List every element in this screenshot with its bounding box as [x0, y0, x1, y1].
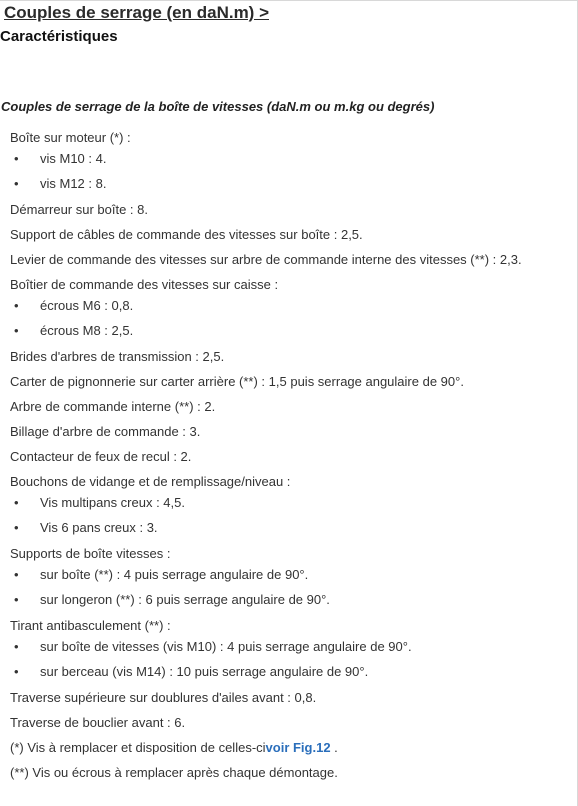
spec-control-housing-label: Boîtier de commande des vitesses sur caisse : [10, 277, 279, 292]
list-item [10, 519, 576, 536]
spec-control-housing-sublist [10, 297, 576, 339]
bullet-icon: • [14, 592, 19, 607]
spec-list [10, 129, 576, 789]
list-item-text: écrous M8 : 2,5. [40, 323, 134, 338]
spec-starter: Démarreur sur boîte : 8. [10, 202, 148, 217]
spec-gearbox-supports-sublist [10, 566, 576, 608]
bullet-icon: • [14, 298, 19, 313]
bullet-icon: • [14, 495, 19, 510]
list-item [10, 150, 576, 167]
list-item [10, 663, 576, 680]
bullet-icon: • [14, 664, 19, 679]
spec-anti-tilt-rod-label: Tirant antibasculement (**) : [10, 618, 171, 633]
footnote-double-star: (**) Vis ou écrous à remplacer après chaque démontage. [10, 765, 338, 780]
list-item-text: sur longeron (**) : 6 puis serrage angulaire de 90°. [40, 592, 330, 607]
spec-flanges: Brides d'arbres de transmission : 2,5. [10, 349, 225, 364]
list-item-text: sur berceau (vis M14) : 10 puis serrage angulaire de 90°. [40, 664, 369, 679]
spec-internal-shaft: Arbre de commande interne (**) : 2. [10, 399, 216, 414]
footnote-single-star [10, 739, 576, 756]
spec-gear-casing: Carter de pignonnerie sur carter arrière (**) : 1,5 puis serrage angulaire de 90°. [10, 374, 464, 389]
spec-cable-support: Support de câbles de commande des vitesses sur boîte : 2,5. [10, 227, 363, 242]
bullet-icon: • [14, 323, 19, 338]
list-item-text: sur boîte de vitesses (vis M10) : 4 puis serrage angulaire de 90°. [40, 639, 412, 654]
bullet-icon: • [14, 639, 19, 654]
list-item [10, 566, 576, 583]
spec-reverse-switch: Contacteur de feux de recul : 2. [10, 449, 192, 464]
list-item-text: vis M12 : 8. [40, 176, 107, 191]
spec-plugs-sublist [10, 494, 576, 536]
spec-gearbox-on-engine-sublist [10, 150, 576, 192]
list-item [10, 322, 576, 339]
spec-gearbox-supports-label: Supports de boîte vitesses : [10, 546, 171, 561]
bullet-icon: • [14, 520, 19, 535]
spec-gearbox-on-engine-label: Boîte sur moteur (*) : [10, 130, 131, 145]
section-title: Couples de serrage de la boîte de vitesses (daN.m ou m.kg ou degrés) [1, 99, 435, 114]
footnote-end: . [330, 740, 338, 755]
spec-shaft-pin: Billage d'arbre de commande : 3. [10, 424, 201, 439]
list-item-text: Vis 6 pans creux : 3. [40, 520, 158, 535]
spec-upper-crossmember: Traverse supérieure sur doublures d'ailes avant : 0,8. [10, 690, 317, 705]
list-item [10, 175, 576, 192]
footnote-text: (*) Vis à remplacer et disposition de celles-ci [10, 740, 266, 755]
spec-lever: Levier de commande des vitesses sur arbre de commande interne des vitesses (**) : 2,3. [10, 252, 522, 267]
top-border [0, 0, 578, 1]
spec-anti-tilt-rod-sublist [10, 638, 576, 680]
figure-12-link[interactable]: voir Fig.12 [265, 740, 331, 755]
spec-plugs-label: Bouchons de vidange et de remplissage/niveau : [10, 474, 291, 489]
list-item [10, 591, 576, 608]
list-item-text: écrous M6 : 0,8. [40, 298, 134, 313]
spec-bumper-crossmember: Traverse de bouclier avant : 6. [10, 715, 186, 730]
torque-section-link[interactable]: Couples de serrage (en daN.m) > [4, 3, 269, 22]
bullet-icon: • [14, 151, 19, 166]
bullet-icon: • [14, 567, 19, 582]
bullet-icon: • [14, 176, 19, 191]
list-item [10, 297, 576, 314]
list-item-text: sur boîte (**) : 4 puis serrage angulaire de 90°. [40, 567, 309, 582]
list-item [10, 494, 576, 511]
list-item-text: vis M10 : 4. [40, 151, 107, 166]
list-item [10, 638, 576, 655]
list-item-text: Vis multipans creux : 4,5. [40, 495, 185, 510]
page-subtitle: Caractéristiques [0, 28, 118, 45]
